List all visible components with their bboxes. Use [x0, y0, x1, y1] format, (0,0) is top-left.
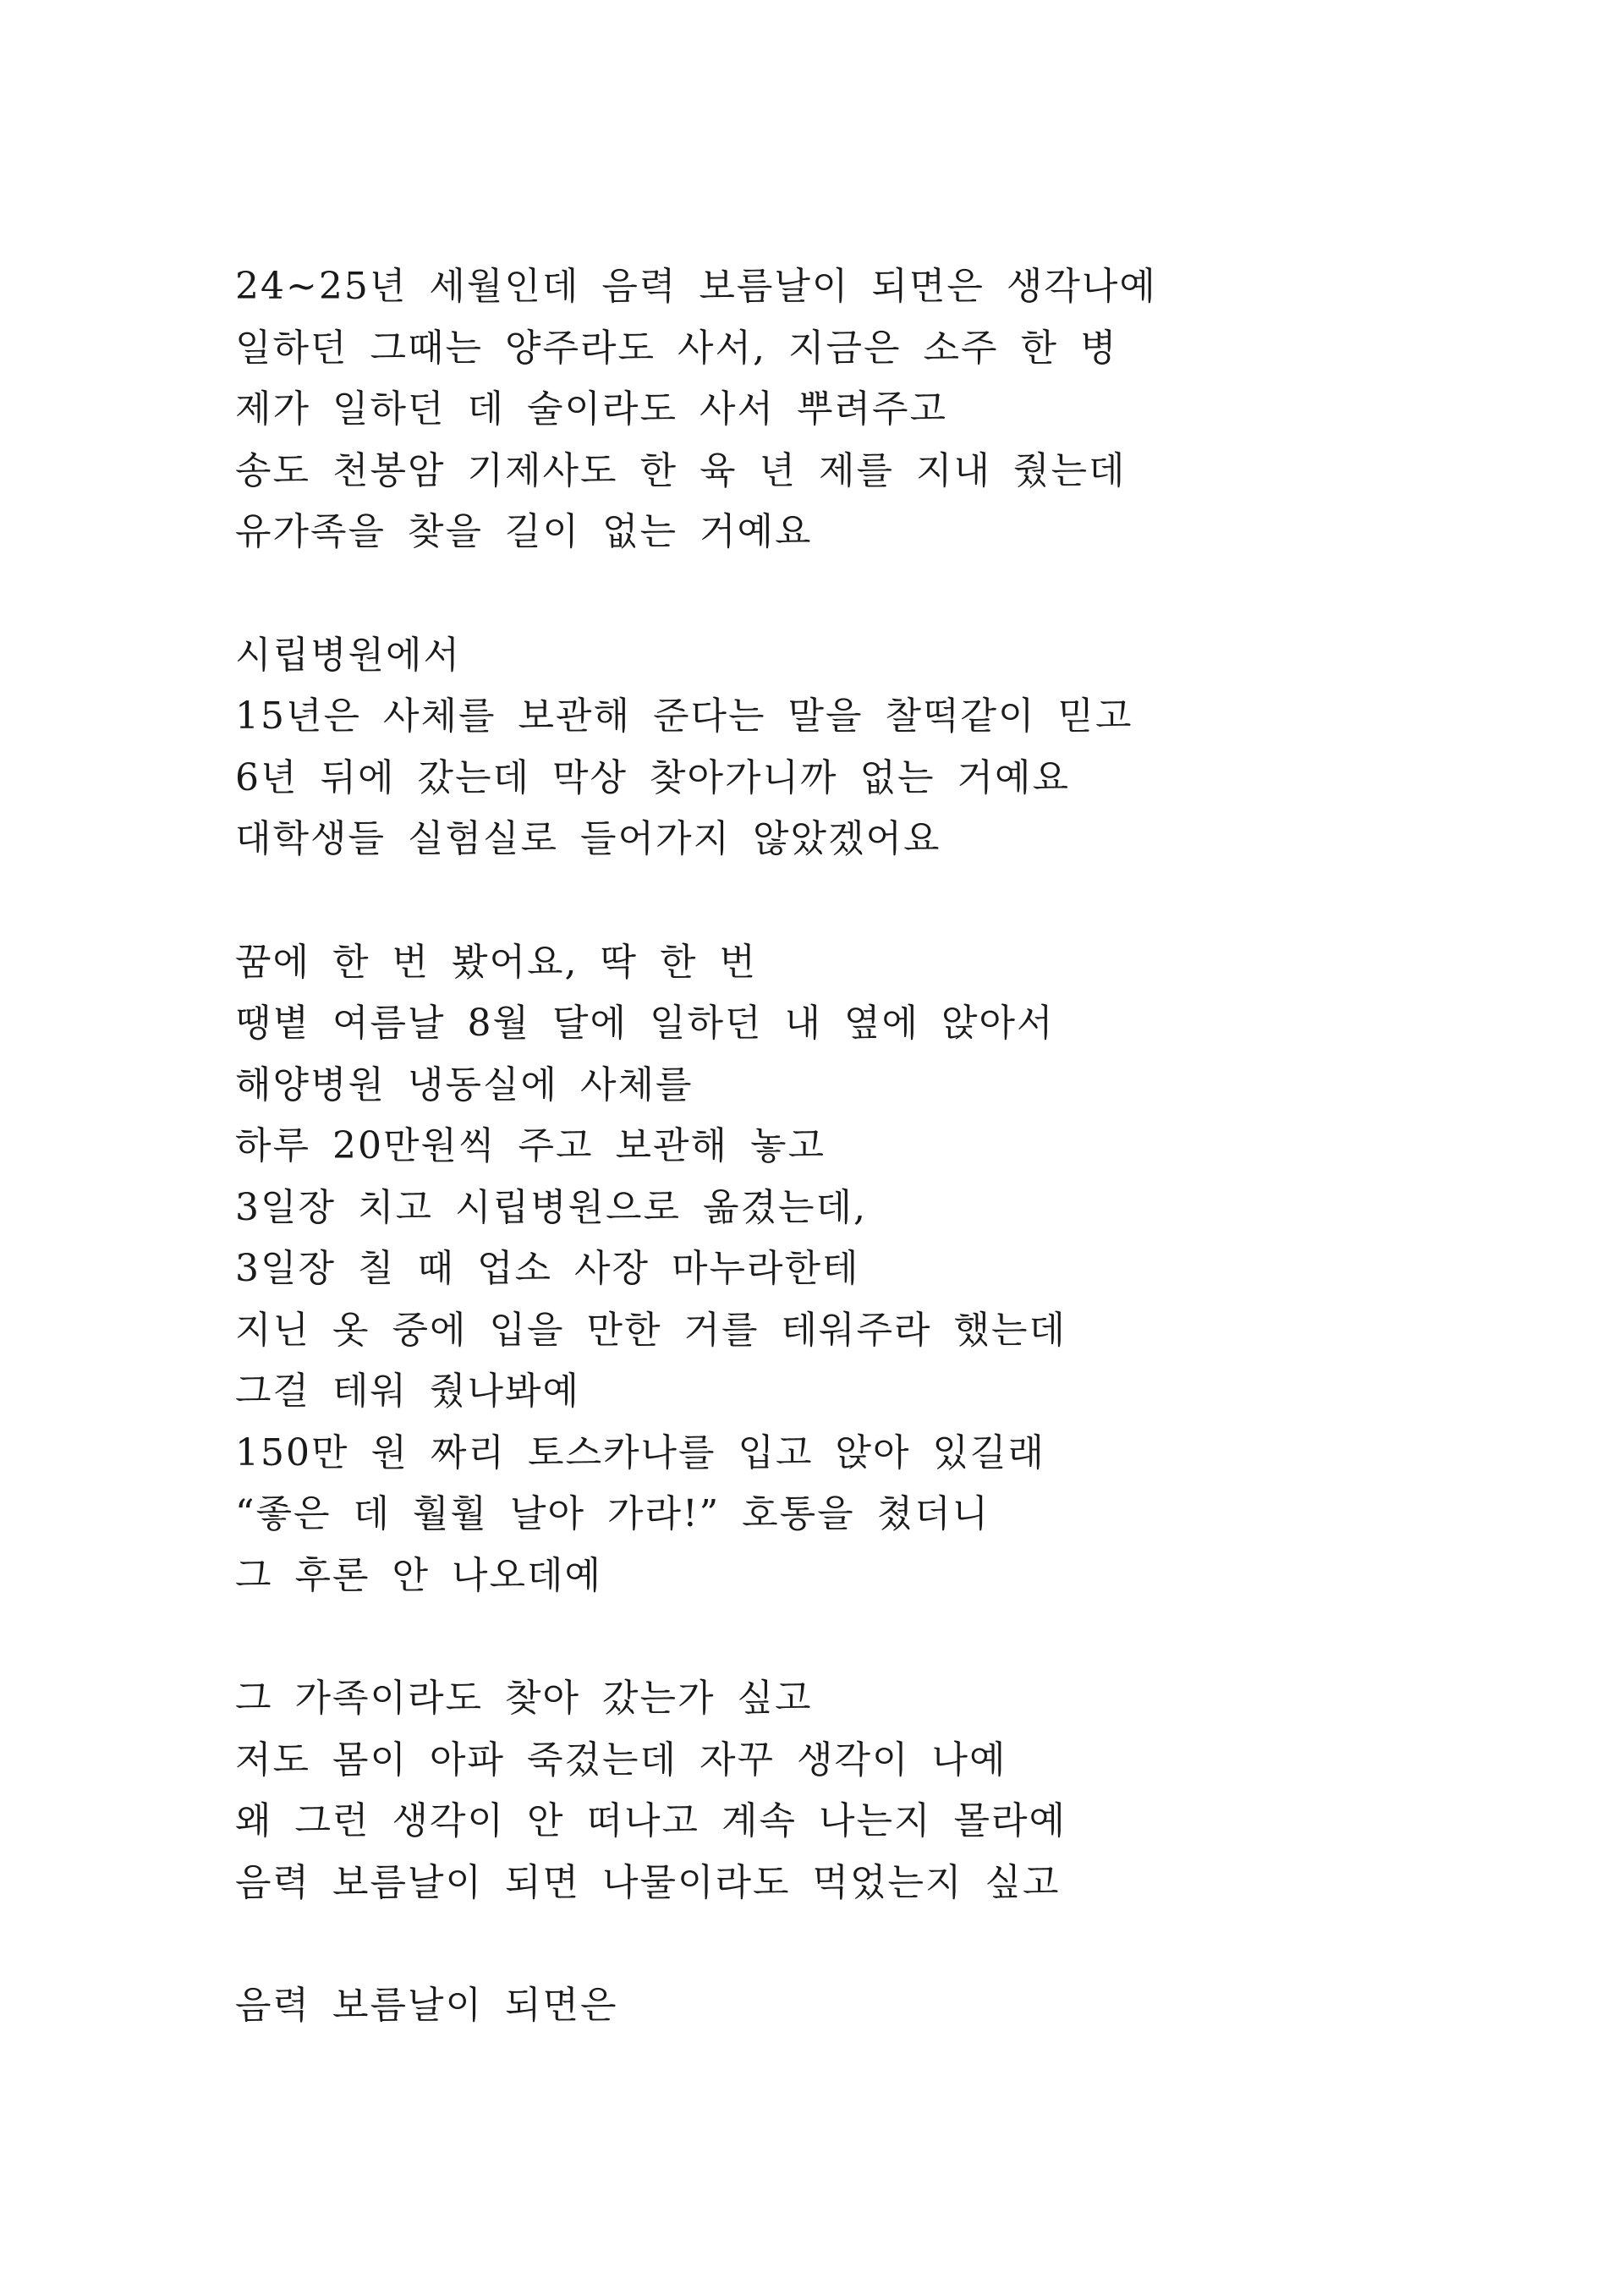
- poem-line: 24~25년 세월인데 음력 보름날이 되면은 생각나예: [235, 265, 1157, 308]
- stanza-2: [235, 625, 1419, 870]
- poem-line: 150만 원 짜리 토스카나를 입고 앉아 있길래: [235, 1430, 1045, 1474]
- poem-line: 그 가족이라도 찾아 갔는가 싶고: [235, 1677, 813, 1720]
- poem-line: 꿈에 한 번 봤어요, 딱 한 번: [235, 940, 757, 984]
- poem-line: 대학생들 실험실로 들어가지 않았겠어요: [235, 817, 941, 860]
- poem-line: 3일장 칠 때 업소 사장 마누라한테: [235, 1247, 860, 1290]
- poem-line: “좋은 데 훨훨 날아 가라!” 호통을 쳤더니: [235, 1492, 990, 1535]
- poem-line: 유가족을 찾을 길이 없는 거예요: [235, 510, 813, 553]
- poem-line: 음력 보름날이 되면은: [235, 1984, 618, 2027]
- poem-line: 지닌 옷 중에 입을 만한 거를 테워주라 했는데: [235, 1308, 1067, 1352]
- poem-line: 3일장 치고 시립병원으로 옮겼는데,: [235, 1185, 867, 1229]
- poem-line: 6년 뒤에 갔는데 막상 찾아가니까 없는 거예요: [235, 755, 1070, 799]
- poem-line: 그 후론 안 나오데예: [235, 1553, 602, 1597]
- poem-line: 해양병원 냉동실에 사체를: [235, 1062, 694, 1106]
- poem-line: 왜 그런 생각이 안 떠나고 계속 나는지 몰라예: [235, 1799, 1067, 1842]
- poem-line: 그걸 테워 줬나봐예: [235, 1370, 581, 1413]
- poem-text: [235, 256, 1419, 2099]
- stanza-1: [235, 256, 1419, 563]
- poem-line: 저도 몸이 아파 죽겄는데 자꾸 생각이 나예: [235, 1738, 1007, 1782]
- poem-line: 제가 일하던 데 술이라도 사서 뿌려주고: [235, 387, 947, 431]
- stanza-5: [235, 1975, 1419, 2037]
- stanza-4: [235, 1668, 1419, 1913]
- poem-line: 15년은 사체를 보관해 준다는 말을 찰떡같이 믿고: [235, 695, 1133, 738]
- poem-line: 시립병원에서: [235, 633, 462, 677]
- poem-line: 땡볕 여름날 8월 달에 일하던 내 옆에 앉아서: [235, 1002, 1055, 1045]
- poem-line: 하루 20만원씩 주고 보관해 놓고: [235, 1124, 826, 1167]
- poem-line: 일하던 그때는 양주라도 사서, 지금은 소주 한 병: [235, 326, 1118, 370]
- stanza-3: [235, 932, 1419, 1607]
- poem-line: 송도 천봉암 기제사도 한 육 년 제를 지내 줬는데: [235, 448, 1127, 492]
- poem-line: 음력 보름날이 되면 나물이라도 먹었는지 싶고: [235, 1860, 1061, 1904]
